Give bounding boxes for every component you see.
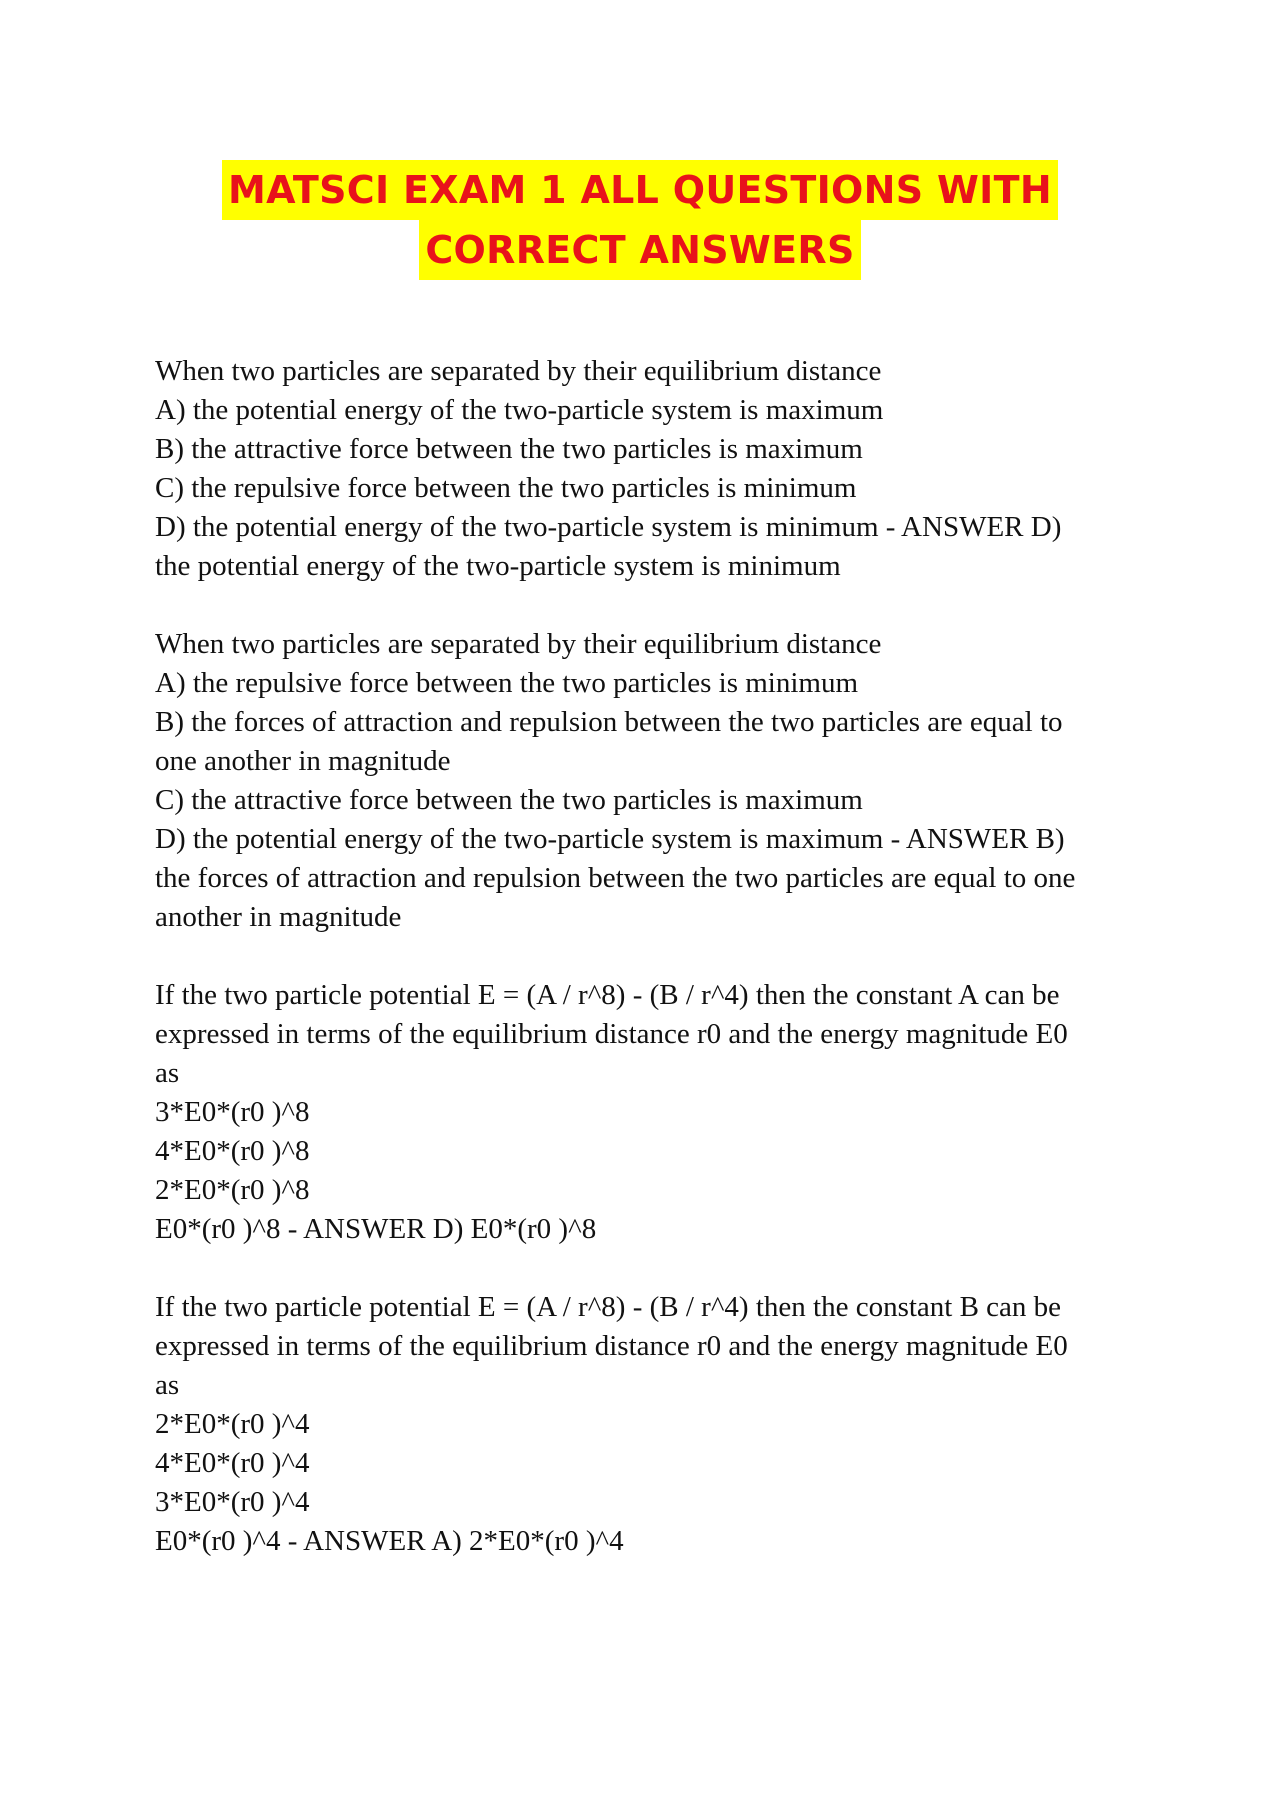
question-text: When two particles are separated by their equilibrium distance <box>155 355 882 387</box>
title-line-2: CORRECT ANSWERS <box>419 220 860 280</box>
option-d-with-answer: E0*(r0 )^8 - ANSWER D) E0*(r0 )^8 <box>155 1213 597 1245</box>
questions-body <box>155 352 1135 1600</box>
question-text: When two particles are separated by their equilibrium distance <box>155 628 882 660</box>
option-c: 3*E0*(r0 )^4 <box>155 1486 310 1518</box>
option-d-with-answer: E0*(r0 )^4 - ANSWER A) 2*E0*(r0 )^4 <box>155 1525 624 1557</box>
option-b: B) the forces of attraction and repulsion between the two particles are equal to <box>155 706 1063 738</box>
question-3 <box>155 976 1135 1249</box>
question-4 <box>155 1288 1135 1561</box>
option-a: 2*E0*(r0 )^4 <box>155 1408 310 1440</box>
option-b-continuation: one another in magnitude <box>155 745 451 777</box>
question-1 <box>155 352 1135 586</box>
question-2 <box>155 625 1135 937</box>
option-d-with-answer: D) the potential energy of the two-particle system is maximum - ANSWER B) <box>155 823 1065 855</box>
option-a: A) the repulsive force between the two particles is minimum <box>155 667 859 699</box>
question-text: If the two particle potential E = (A / r^8) - (B / r^4) then the constant B can be <box>155 1291 1062 1323</box>
document-title <box>0 160 1280 280</box>
option-c: C) the repulsive force between the two particles is minimum <box>155 472 857 504</box>
option-a: 3*E0*(r0 )^8 <box>155 1096 310 1128</box>
question-text-continuation: expressed in terms of the equilibrium distance r0 and the energy magnitude E0 <box>155 1018 1068 1050</box>
option-d-with-answer: D) the potential energy of the two-particle system is minimum - ANSWER D) <box>155 511 1062 543</box>
option-b: B) the attractive force between the two particles is maximum <box>155 433 863 465</box>
question-text: If the two particle potential E = (A / r^8) - (B / r^4) then the constant A can be <box>155 979 1060 1011</box>
option-c: 2*E0*(r0 )^8 <box>155 1174 310 1206</box>
title-line-1: MATSCI EXAM 1 ALL QUESTIONS WITH <box>222 160 1058 220</box>
answer-continuation: another in magnitude <box>155 901 402 933</box>
option-c: C) the attractive force between the two particles is maximum <box>155 784 863 816</box>
answer-continuation: the forces of attraction and repulsion between the two particles are equal to one <box>155 862 1076 894</box>
question-text-continuation: as <box>155 1369 180 1401</box>
option-a: A) the potential energy of the two-particle system is maximum <box>155 394 884 426</box>
answer-continuation: the potential energy of the two-particle system is minimum <box>155 550 841 582</box>
question-text-continuation: as <box>155 1057 180 1089</box>
question-text-continuation: expressed in terms of the equilibrium distance r0 and the energy magnitude E0 <box>155 1330 1068 1362</box>
option-b: 4*E0*(r0 )^4 <box>155 1447 310 1479</box>
option-b: 4*E0*(r0 )^8 <box>155 1135 310 1167</box>
